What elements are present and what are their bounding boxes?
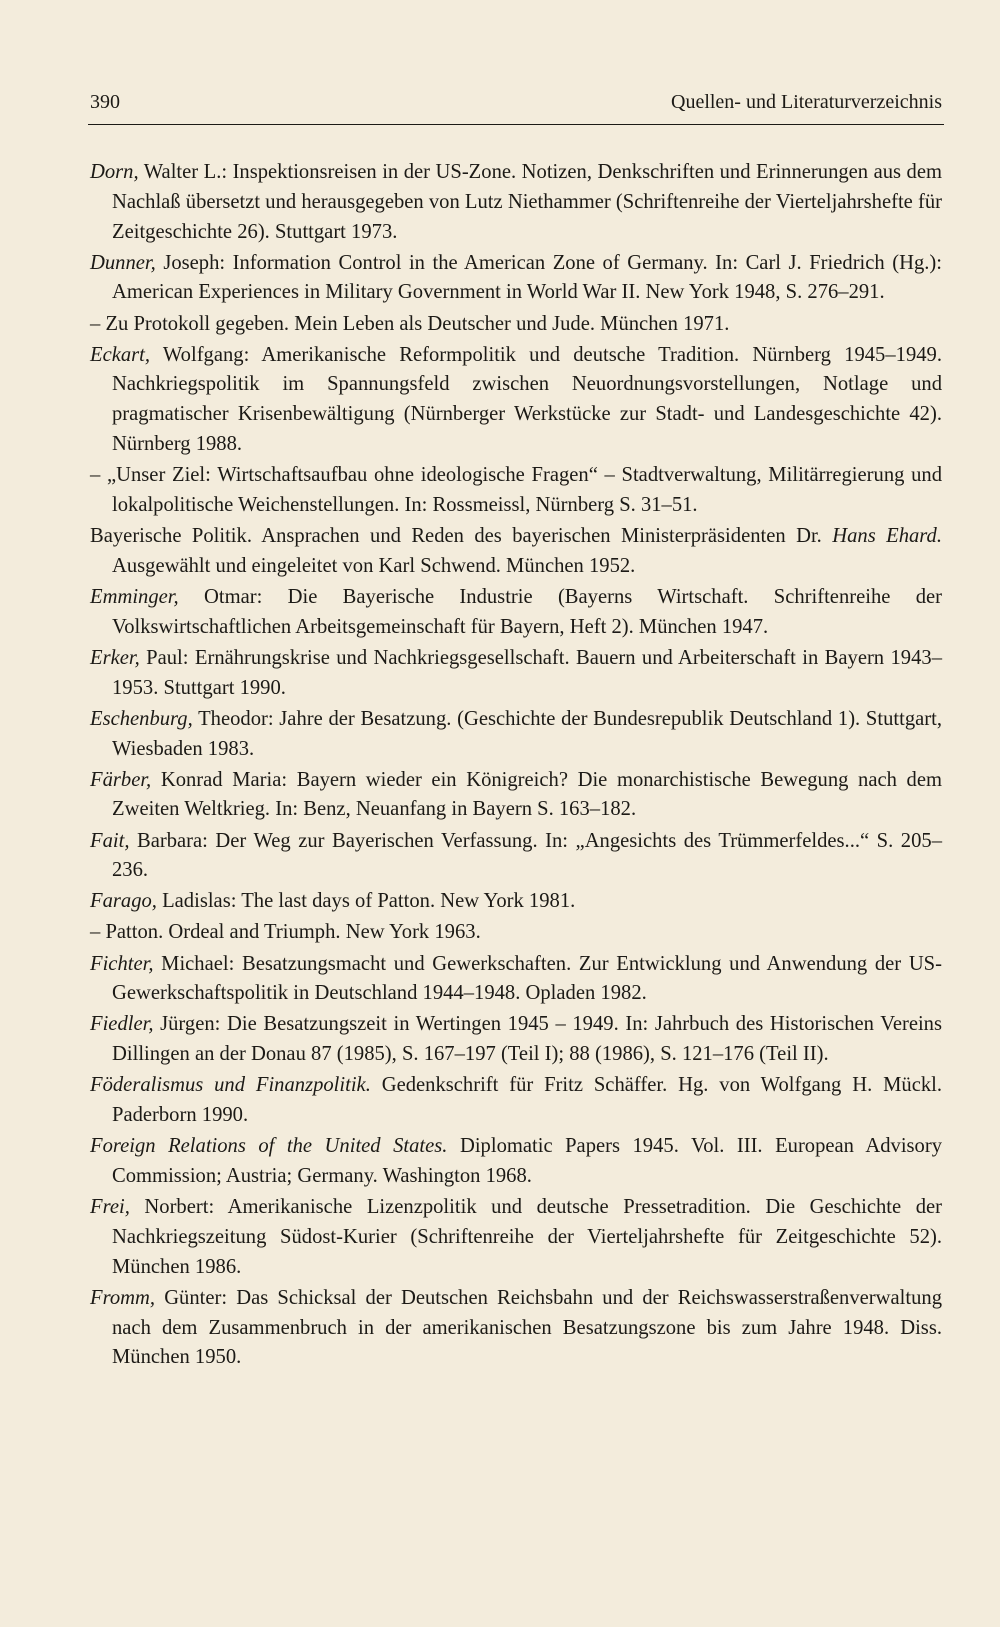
bibliography-entry	[90, 1284, 942, 1373]
entry-text: Gedenkschrift für Fritz Schäffer. Hg. von Wolfgang H. Mückl. Paderborn 1990.	[112, 1074, 943, 1127]
bibliography-entry	[90, 950, 942, 1010]
entry-author: Emminger,	[90, 585, 179, 608]
bibliography-entry	[90, 249, 942, 309]
bibliography-entry	[90, 705, 942, 765]
entry-author: Fiedler,	[90, 1013, 154, 1036]
entry-text: Wolfgang: Amerikanische Reformpolitik und deutsche Tradition. Nürnberg 1945–1949. Nachkriegspolitik im Spannungsfeld zwischen Neuordnungsvorstellungen, Notlage und pragmatischer Krisenbewältigung (Nürnberger Werkstücke zur Stadt- und Landesgeschichte 42). Nürnberg 1988.	[112, 343, 942, 456]
entry-text: Günter: Das Schicksal der Deutschen Reichsbahn und der Reichswasserstraßenverwaltung nach dem Zusammenbruch in der amerikanischen Besatzungszone bis zum Jahre 1948. Diss. München 1950.	[112, 1286, 942, 1369]
bibliography-entry	[90, 1193, 942, 1282]
entry-author: Föderalismus und Finanzpolitik.	[90, 1074, 371, 1097]
entry-text: Theodor: Jahre der Besatzung. (Geschichte der Bundesrepublik Deutschland 1). Stuttgart, Wiesbaden 1983.	[112, 707, 942, 760]
entry-text: – Zu Protokoll gegeben. Mein Leben als Deutscher und Jude. München 1971.	[90, 312, 730, 335]
entry-author: Dorn,	[90, 161, 139, 183]
entry-text: Diplomatic Papers 1945. Vol. III. European Advisory Commission; Austria; Germany. Washington 1968.	[112, 1135, 943, 1188]
running-head: Quellen- und Literaturverzeichnis	[671, 91, 942, 113]
bibliography-entry	[90, 918, 942, 948]
bibliography-entry	[90, 1071, 942, 1131]
bibliography-entry	[90, 341, 942, 460]
entry-author: Eckart,	[90, 343, 151, 366]
entry-author: Erker,	[90, 646, 140, 669]
page-number: 390	[90, 91, 120, 113]
entry-author: Dunner,	[90, 251, 156, 274]
entry-text: Bayerische Politik. Ansprachen und Reden des bayerischen Ministerpräsidenten Dr.	[90, 525, 833, 548]
bibliography-entry	[90, 1132, 942, 1192]
bibliography-entry	[90, 310, 942, 340]
entry-text: Ladislas: The last days of Patton. New York 1981.	[156, 890, 576, 913]
entry-author: Farago,	[90, 890, 157, 913]
entry-text: Otmar: Die Bayerische Industrie (Bayerns Wirtschaft. Schriftenreihe der Volkswirtschaftlichen Arbeitsgemeinschaft für Bayern, Heft 2). München 1947.	[112, 585, 942, 638]
entry-text: Barbara: Der Weg zur Bayerischen Verfassung. In: „Angesichts des Trümmerfeldes...“ S. 205–236.	[112, 829, 942, 882]
entry-author: Frei,	[90, 1196, 130, 1219]
bibliography-entry	[90, 522, 942, 582]
entry-text: – „Unser Ziel: Wirtschaftsaufbau ohne ideologische Fragen“ – Stadtverwaltung, Militärregierung und lokalpolitische Weichenstellungen. In: Rossmeissl, Nürnberg S. 31–51.	[90, 464, 942, 516]
header-rule	[88, 124, 944, 125]
entry-italic-name: Hans Ehard.	[832, 525, 942, 548]
entry-author: Fait,	[90, 829, 130, 852]
entry-text: Jürgen: Die Besatzungszeit in Wertingen 1945 – 1949. In: Jahrbuch des Historischen Vereins Dillingen an der Donau 87 (1985), S. 167–197 (Teil I); 88 (1986), S. 121–176 (Teil II).	[112, 1013, 942, 1066]
bibliography-entry	[90, 583, 942, 643]
entry-text-after: Ausgewählt und eingeleitet von Karl Schwend. München 1952.	[112, 554, 636, 577]
bibliography-list	[90, 158, 942, 1375]
bibliography-entry	[90, 461, 942, 521]
entry-text: Konrad Maria: Bayern wieder ein Königreich? Die monarchistische Bewegung nach dem Zweiten Weltkrieg. In: Benz, Neuanfang in Bayern S. 163–182.	[112, 768, 942, 821]
entry-text: Paul: Ernährungskrise und Nachkriegsgesellschaft. Bauern und Arbeiterschaft in Bayern 1943–1953. Stuttgart 1990.	[112, 646, 942, 699]
bibliography-entry	[90, 158, 942, 247]
bibliography-entry	[90, 1010, 942, 1070]
bibliography-entry	[90, 827, 942, 887]
entry-author: Fromm,	[90, 1286, 156, 1309]
entry-text: Michael: Besatzungsmacht und Gewerkschaften. Zur Entwicklung und Anwendung der US-Gewerkschaftspolitik in Deutschland 1944–1948. Opladen 1982.	[112, 952, 942, 1005]
bibliography-entry	[90, 766, 942, 826]
entry-text: Norbert: Amerikanische Lizenzpolitik und deutsche Pressetradition. Die Geschichte der Nachkriegszeitung Südost-Kurier (Schriftenreihe der Vierteljahrshefte für Zeitgeschichte 52). München 1986.	[112, 1196, 942, 1278]
bibliography-entry	[90, 887, 942, 917]
entry-author: Färber,	[90, 768, 152, 791]
entry-text: – Patton. Ordeal and Triumph. New York 1963.	[90, 921, 481, 944]
entry-author: Fichter,	[90, 952, 154, 975]
bibliography-entry	[90, 644, 942, 704]
entry-text: Walter L.: Inspektionsreisen in der US-Zone. Notizen, Denkschriften und Erinnerungen aus dem Nachlaß übersetzt und herausgegeben von Lutz Niethammer (Schriftenreihe der Vierteljahrshefte für Zeitgeschichte 26). Stuttgart 1973.	[112, 161, 942, 243]
entry-text: Joseph: Information Control in the American Zone of Germany. In: Carl J. Friedrich (Hg.): American Experiences in Military Government in World War II. New York 1948, S. 276–291.	[112, 251, 942, 304]
entry-author: Eschenburg,	[90, 707, 193, 730]
entry-author: Foreign Relations of the United States.	[90, 1135, 448, 1158]
